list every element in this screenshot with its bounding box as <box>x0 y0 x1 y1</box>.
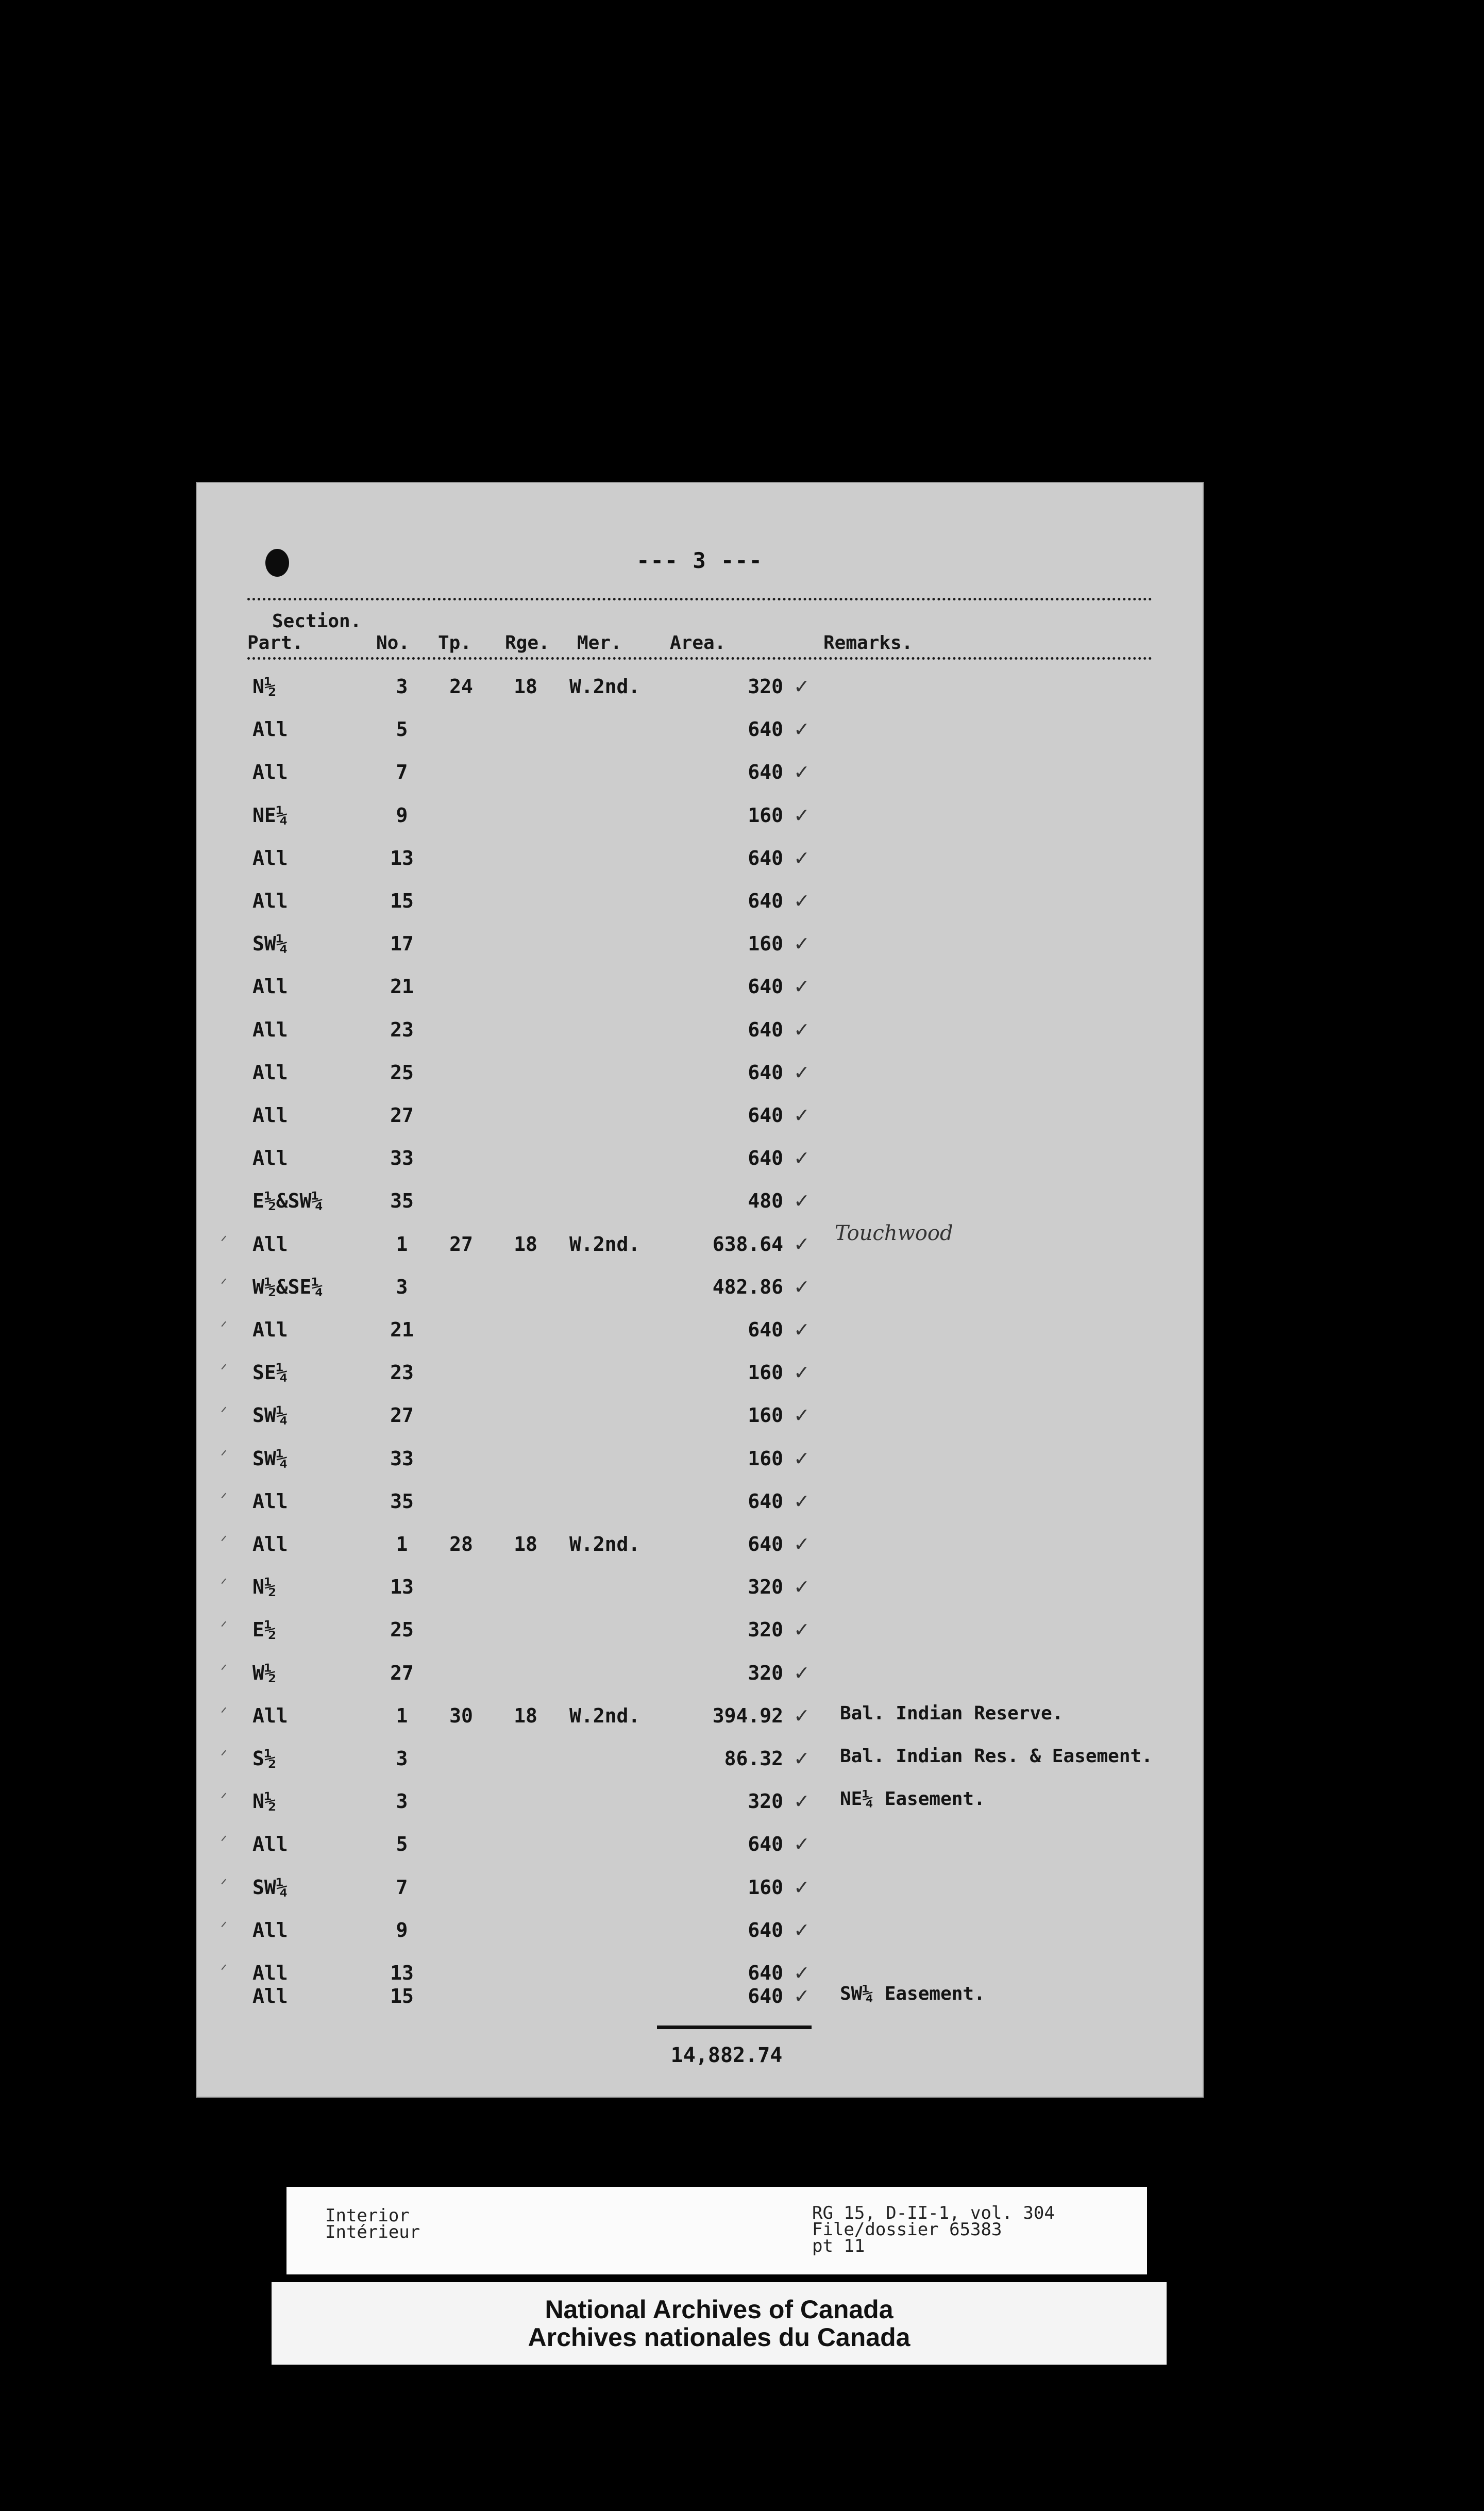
cell-no: 7 <box>396 1876 408 1899</box>
cell-part: All <box>252 1985 288 2008</box>
header-part: Part. <box>247 632 303 654</box>
dept-fr: Intérieur <box>325 2222 420 2242</box>
cell-part: All <box>252 1018 288 1041</box>
cell-no: 33 <box>390 1147 414 1170</box>
table-row <box>196 1447 1204 1478</box>
check-mark-icon: ✓ <box>794 761 810 784</box>
cell-no: 27 <box>390 1104 414 1127</box>
cell-no: 35 <box>390 1489 414 1513</box>
cell-area: 160 <box>748 803 783 827</box>
check-mark-icon: ✓ <box>794 1018 810 1041</box>
cell-rge: 18 <box>514 1704 537 1727</box>
cell-area: 86.32 <box>724 1747 783 1770</box>
cell-area: 480 <box>748 1190 783 1213</box>
cell-area: 640 <box>748 1489 783 1513</box>
cell-area: 640 <box>748 1104 783 1127</box>
cell-mer: W.2nd. <box>569 1232 640 1256</box>
check-mark-icon: ✓ <box>794 1790 810 1813</box>
cell-part: All <box>252 718 288 741</box>
cell-area: 640 <box>748 975 783 998</box>
check-mark-icon: ✓ <box>794 1190 810 1213</box>
cell-part: W½ <box>252 1661 276 1684</box>
check-mark-icon: ✓ <box>794 1918 810 1941</box>
cell-tp: 30 <box>449 1704 473 1727</box>
cell-area: 640 <box>748 1318 783 1341</box>
cell-part: SW¼ <box>252 932 288 956</box>
cell-no: 1 <box>396 1232 408 1256</box>
table-row <box>196 1061 1204 1092</box>
check-mark-icon: ✓ <box>794 1962 810 1984</box>
cell-no: 17 <box>390 932 414 956</box>
cell-rge: 18 <box>514 1533 537 1555</box>
cell-part: All <box>252 1918 288 1941</box>
check-mark-icon: ✓ <box>794 1576 810 1599</box>
cell-part: All <box>252 1489 288 1513</box>
cell-area: 320 <box>748 1661 783 1684</box>
check-mark-icon: ✓ <box>794 1661 810 1684</box>
margin-tick-icon: ᐟ <box>221 1833 227 1851</box>
cell-no: 15 <box>390 890 414 912</box>
total-underline <box>657 2025 812 2029</box>
cell-area: 640 <box>748 761 783 784</box>
check-mark-icon: ✓ <box>794 1747 810 1770</box>
divider-header <box>247 657 1152 660</box>
check-mark-icon: ✓ <box>794 890 810 912</box>
table-row <box>196 804 1204 835</box>
table-row <box>196 932 1204 963</box>
table-row <box>196 1919 1204 1950</box>
table-row <box>196 718 1204 749</box>
cell-mer: W.2nd. <box>569 1533 640 1555</box>
table-row <box>196 1104 1204 1135</box>
table-row <box>196 1790 1204 1821</box>
table-row <box>196 1576 1204 1606</box>
cell-no: 9 <box>396 803 408 827</box>
check-mark-icon: ✓ <box>794 1318 810 1341</box>
check-mark-icon: ✓ <box>794 1985 810 2008</box>
cell-no: 3 <box>396 675 408 698</box>
cell-part: N½ <box>252 1790 276 1813</box>
check-mark-icon: ✓ <box>794 1232 810 1256</box>
check-mark-icon: ✓ <box>794 1447 810 1470</box>
margin-tick-icon: ᐟ <box>221 1533 227 1551</box>
check-mark-icon: ✓ <box>794 932 810 956</box>
table-row <box>196 1147 1204 1178</box>
table-row <box>196 847 1204 878</box>
cell-mer: W.2nd. <box>569 1704 640 1727</box>
check-mark-icon: ✓ <box>794 1361 810 1384</box>
cell-part: All <box>252 1232 288 1256</box>
cell-area: 160 <box>748 932 783 956</box>
cell-part: All <box>252 1104 288 1127</box>
cell-area: 640 <box>748 1061 783 1084</box>
total-area: 14,882.74 <box>670 2044 783 2067</box>
document-page <box>196 482 1204 2098</box>
table-row <box>196 1490 1204 1521</box>
archive-reference-card <box>286 2187 1147 2274</box>
cell-area: 640 <box>748 1533 783 1555</box>
table-row <box>196 1276 1204 1307</box>
check-mark-icon: ✓ <box>794 1704 810 1727</box>
cell-part: SE¼ <box>252 1361 288 1384</box>
check-mark-icon: ✓ <box>794 675 810 698</box>
cell-part: SW¼ <box>252 1876 288 1899</box>
table-row <box>196 1404 1204 1435</box>
check-mark-icon: ✓ <box>794 1876 810 1899</box>
margin-tick-icon: ᐟ <box>221 1661 227 1680</box>
check-mark-icon: ✓ <box>794 1833 810 1856</box>
cell-part: All <box>252 890 288 912</box>
cell-part: S½ <box>252 1747 276 1770</box>
cell-no: 21 <box>390 975 414 998</box>
cell-area: 160 <box>748 1404 783 1427</box>
cell-area: 320 <box>748 1790 783 1813</box>
check-mark-icon: ✓ <box>794 1533 810 1555</box>
cell-part: SW¼ <box>252 1447 288 1470</box>
table-row <box>196 1190 1204 1220</box>
table-row <box>196 890 1204 920</box>
margin-tick-icon: ᐟ <box>221 1404 227 1422</box>
check-mark-icon: ✓ <box>794 1061 810 1084</box>
cell-part: E½&SW¼ <box>252 1190 324 1213</box>
header-tp: Tp. <box>438 632 472 654</box>
header-no: No. <box>376 632 410 654</box>
table-row <box>196 761 1204 792</box>
cell-no: 3 <box>396 1790 408 1813</box>
cell-part: N½ <box>252 675 276 698</box>
cell-no: 1 <box>396 1704 408 1727</box>
cell-no: 25 <box>390 1061 414 1084</box>
check-mark-icon: ✓ <box>794 718 810 741</box>
cell-area: 640 <box>748 890 783 912</box>
cell-rge: 18 <box>514 1232 537 1256</box>
cell-mer: W.2nd. <box>569 675 640 698</box>
cell-part: N½ <box>252 1576 276 1599</box>
archives-banner <box>272 2282 1167 2365</box>
cell-no: 13 <box>390 1962 414 1984</box>
cell-part: E½ <box>252 1618 276 1642</box>
cell-area: 638.64 <box>712 1232 783 1256</box>
ref-line3: pt 11 <box>812 2236 865 2256</box>
cell-area: 640 <box>748 846 783 869</box>
cell-part: All <box>252 1318 288 1341</box>
cell-no: 33 <box>390 1447 414 1470</box>
cell-no: 35 <box>390 1190 414 1213</box>
check-mark-icon: ✓ <box>794 846 810 869</box>
margin-tick-icon: ᐟ <box>221 1790 227 1809</box>
table-row <box>196 1233 1204 1264</box>
cell-remarks: Bal. Indian Reserve. <box>840 1702 1064 1724</box>
cell-part: W½&SE¼ <box>252 1275 324 1298</box>
cell-no: 7 <box>396 761 408 784</box>
cell-no: 23 <box>390 1361 414 1384</box>
table-row <box>196 975 1204 1006</box>
cell-tp: 24 <box>449 675 473 698</box>
dept-en: Interior <box>325 2205 410 2226</box>
check-mark-icon: ✓ <box>794 1404 810 1427</box>
cell-area: 640 <box>748 1918 783 1941</box>
header-area: Area. <box>670 632 726 654</box>
ref-line1: RG 15, D-II-1, vol. 304 <box>812 2203 1055 2223</box>
cell-area: 640 <box>748 1833 783 1856</box>
cell-no: 13 <box>390 846 414 869</box>
cell-remarks: Bal. Indian Res. & Easement. <box>840 1746 1153 1767</box>
cell-part: All <box>252 1704 288 1727</box>
page-number: --- 3 --- <box>636 548 763 573</box>
margin-tick-icon: ᐟ <box>221 1918 227 1937</box>
cell-part: All <box>252 1061 288 1084</box>
cell-no: 5 <box>396 1833 408 1856</box>
margin-tick-icon: ᐟ <box>221 1962 227 1980</box>
margin-tick-icon: ᐟ <box>221 1447 227 1465</box>
cell-part: All <box>252 1147 288 1170</box>
table-row <box>196 675 1204 706</box>
margin-tick-icon: ᐟ <box>221 1618 227 1637</box>
cell-area: 320 <box>748 1618 783 1642</box>
cell-area: 640 <box>748 718 783 741</box>
handwritten-note: Touchwood <box>835 1221 953 1245</box>
cell-area: 320 <box>748 1576 783 1599</box>
header-section: Section. <box>272 611 362 632</box>
banner-line2: Archives nationales du Canada <box>528 2323 910 2352</box>
cell-part: All <box>252 846 288 869</box>
table-row <box>196 1361 1204 1392</box>
cell-no: 27 <box>390 1661 414 1684</box>
cell-part: NE¼ <box>252 803 288 827</box>
cell-no: 15 <box>390 1985 414 2008</box>
table-row <box>196 1747 1204 1778</box>
margin-tick-icon: ᐟ <box>221 1318 227 1336</box>
margin-tick-icon: ᐟ <box>221 1704 227 1722</box>
check-mark-icon: ✓ <box>794 803 810 827</box>
cell-part: All <box>252 1962 288 1984</box>
margin-tick-icon: ᐟ <box>221 1275 227 1294</box>
cell-area: 320 <box>748 675 783 698</box>
cell-area: 160 <box>748 1876 783 1899</box>
cell-part: All <box>252 1533 288 1555</box>
margin-tick-icon: ᐟ <box>221 1489 227 1508</box>
cell-area: 160 <box>748 1447 783 1470</box>
ref-line2: File/dossier 65383 <box>812 2219 1002 2240</box>
cell-no: 1 <box>396 1533 408 1555</box>
cell-area: 640 <box>748 1962 783 1984</box>
check-mark-icon: ✓ <box>794 1618 810 1642</box>
cell-no: 21 <box>390 1318 414 1341</box>
table-row <box>196 1533 1204 1564</box>
check-mark-icon: ✓ <box>794 1489 810 1513</box>
check-mark-icon: ✓ <box>794 1104 810 1127</box>
table-row <box>196 1018 1204 1049</box>
margin-tick-icon: ᐟ <box>221 1361 227 1380</box>
cell-part: All <box>252 1833 288 1856</box>
margin-tick-icon: ᐟ <box>221 1232 227 1251</box>
cell-no: 5 <box>396 718 408 741</box>
divider-top <box>247 598 1152 600</box>
cell-area: 160 <box>748 1361 783 1384</box>
cell-no: 23 <box>390 1018 414 1041</box>
cell-area: 394.92 <box>712 1704 783 1727</box>
table-row <box>196 1876 1204 1907</box>
cell-area: 640 <box>748 1985 783 2008</box>
table-row <box>196 1618 1204 1649</box>
check-mark-icon: ✓ <box>794 1147 810 1170</box>
banner-line1: National Archives of Canada <box>545 2295 893 2324</box>
table-row <box>196 1662 1204 1693</box>
table-row <box>196 1833 1204 1864</box>
header-mer: Mer. <box>577 632 622 654</box>
cell-part: SW¼ <box>252 1404 288 1427</box>
cell-tp: 28 <box>449 1533 473 1555</box>
cell-area: 482.86 <box>712 1275 783 1298</box>
margin-tick-icon: ᐟ <box>221 1576 227 1594</box>
cell-no: 13 <box>390 1576 414 1599</box>
cell-no: 27 <box>390 1404 414 1427</box>
margin-tick-icon: ᐟ <box>221 1747 227 1765</box>
table-row <box>196 1985 1204 2016</box>
cell-no: 3 <box>396 1747 408 1770</box>
cell-remarks: SW¼ Easement. <box>840 1983 985 2005</box>
cell-tp: 27 <box>449 1232 473 1256</box>
cell-part: All <box>252 761 288 784</box>
cell-no: 3 <box>396 1275 408 1298</box>
cell-part: All <box>252 975 288 998</box>
cell-no: 9 <box>396 1918 408 1941</box>
cell-remarks: NE¼ Easement. <box>840 1788 985 1810</box>
table-row <box>196 1704 1204 1735</box>
margin-tick-icon: ᐟ <box>221 1876 227 1894</box>
cell-no: 25 <box>390 1618 414 1642</box>
table-row <box>196 1318 1204 1349</box>
cell-area: 640 <box>748 1018 783 1041</box>
check-mark-icon: ✓ <box>794 1275 810 1298</box>
cell-rge: 18 <box>514 675 537 698</box>
check-mark-icon: ✓ <box>794 975 810 998</box>
header-remarks: Remarks. <box>823 632 913 654</box>
cell-area: 640 <box>748 1147 783 1170</box>
header-rge: Rge. <box>505 632 550 654</box>
